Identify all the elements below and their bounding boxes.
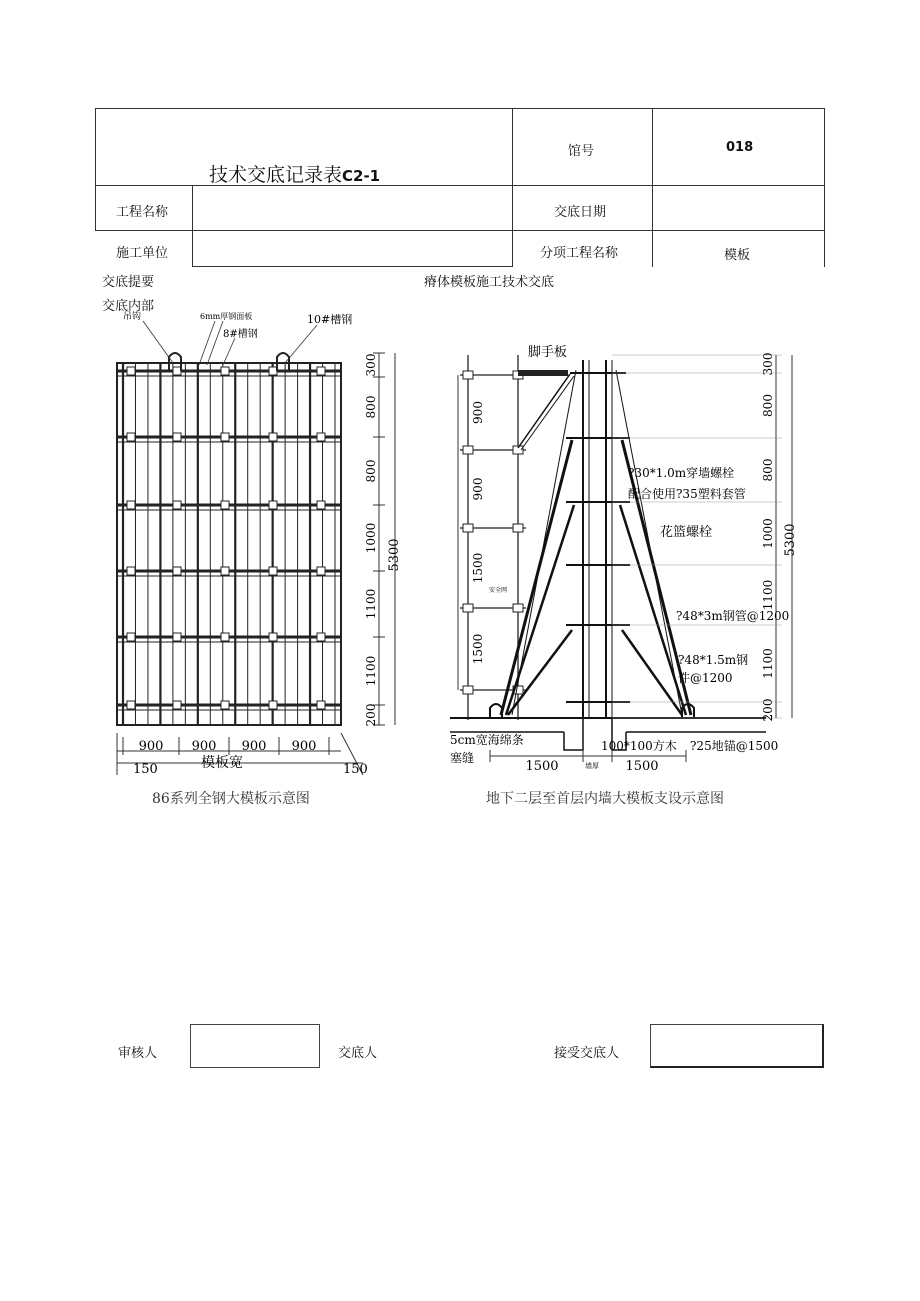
dim-edge-right: 150 [343,762,368,777]
subproject-label: 分项工程名称 [540,246,619,261]
date-label: 交底日期 [554,205,607,220]
dim-total-left: 5300 [387,538,402,572]
wall-forms [566,360,630,718]
summary-label: 交底提要 [102,275,155,290]
formwork-joint [173,701,181,709]
number-label: 馆号 [568,144,595,159]
formwork-joint [317,433,325,441]
formwork-frame [117,353,341,725]
dim-label-right: 200 [761,698,775,722]
annot-anchor: ?25地锚@1500 [690,739,779,753]
formwork-joint [221,701,229,709]
dim-label-right: 1000 [761,518,775,549]
figure-wall-formwork-setup [446,340,826,780]
document-title [209,160,380,187]
dim-label-right: 1100 [761,648,775,679]
annot-plate: 6mm厚钢面板 [200,312,253,321]
formwork-joint [173,433,181,441]
annot-pipe-3m: ?48*3m钢管@1200 [676,609,790,623]
dim-label-left: 900 [471,477,485,501]
dim-label-right: 1100 [761,579,775,611]
dim-label-left: 900 [471,401,485,424]
annot-tie-bolt: ?30*1.0m穿墙螺栓 [628,466,735,480]
annot-pipe-15-b: 件@1200 [678,671,733,685]
formwork-joint [127,633,135,641]
formwork-joint [317,701,325,709]
receiver-signature-box[interactable] [650,1024,824,1068]
dim-label-bottom: 1500 [525,759,559,774]
formwork-joint [221,501,229,509]
formwork-joint [269,433,277,441]
reviewer-signature-box[interactable] [190,1024,320,1068]
dim-label-left: 1500 [471,552,485,584]
formwork-joint [269,633,277,641]
formwork-joint [269,567,277,575]
dim-label-bottom: 1500 [625,759,659,774]
formwork-joint [127,433,135,441]
formwork-joint [269,367,277,375]
discloser-label: 交底人 [338,1046,378,1061]
annot-pvc: 配合使用?35塑料套管 [628,487,746,501]
annot-safety-net: 安全网 [489,587,508,594]
formwork-joint [269,701,277,709]
date-value-cell[interactable] [652,185,825,231]
dim-label-right: 1100 [364,655,378,687]
title-code: C2-1 [342,167,381,185]
dim-label-right: 200 [364,703,378,727]
dim-label-bottom: 900 [291,739,317,754]
ground-anchors [490,704,694,718]
annot-pipe-15-a: ?48*1.5m钢 [678,653,749,667]
formwork-joint [127,701,135,709]
formwork-joint [317,501,325,509]
formwork-joint [317,567,325,575]
formwork-joint [269,501,277,509]
dim-edge-left: 150 [133,762,158,777]
unit-label: 施工单位 [116,246,169,261]
formwork-joint [173,367,181,375]
formwork-joint [173,567,181,575]
annot-sponge-b: 塞缝 [450,751,475,765]
scaffold [460,355,526,720]
annot-wall: 墙厚 [585,762,599,770]
figure-steel-formwork [95,305,415,780]
receiver-label: 接受交底人 [554,1046,620,1061]
dim-label-left: 1500 [471,633,485,665]
dim-label-right: 300 [364,353,378,377]
formwork-joint [221,367,229,375]
summary-value: 瘠体模板施工技术交底 [424,275,555,290]
dim-label-right: 800 [364,459,378,483]
unit-value-cell[interactable] [192,230,513,267]
formwork-joint [317,633,325,641]
formwork-joint [221,433,229,441]
formwork-joint [221,633,229,641]
content-label: 交底内部 [102,299,155,314]
annot-sponge-a: 5cm宽海绵条 [450,733,524,747]
project-name-label: 工程名称 [116,205,169,220]
caption-left: 86系列全钢大模板示意图 [152,791,310,807]
formwork-joint [173,633,181,641]
formwork-joint [127,501,135,509]
dim-label-right: 800 [761,394,775,417]
formwork-joint [317,367,325,375]
annot-scaffold-board: 脚手板 [528,345,568,360]
project-name-value-cell[interactable] [192,185,513,231]
dim-total-right: 5300 [783,523,798,557]
width-label: 模板宽 [201,755,243,771]
scaffold-board [518,370,568,376]
formwork-joint [127,567,135,575]
annot-turnbuckle: 花篮螺栓 [660,525,713,540]
dim-label-right: 1000 [364,522,378,554]
annot-timber: 100*100方木 [601,739,677,753]
dim-label-bottom: 900 [191,739,217,754]
dim-label-right: 1100 [364,588,378,620]
dim-label-bottom: 900 [241,739,267,754]
number-value: 018 [726,140,754,155]
dim-label-right: 300 [761,352,775,376]
annot-channel-8: 8#槽钢 [223,329,258,340]
reviewer-label: 审核人 [118,1046,158,1061]
dim-label-right: 800 [761,458,775,482]
dim-label-right: 800 [364,395,378,419]
subproject-value: 模板 [724,248,751,263]
formwork-joint [221,567,229,575]
formwork-joint [127,367,135,375]
annot-channel-10: 10#槽钢 [307,313,353,326]
dim-label-bottom: 900 [138,739,164,754]
annot-hook: 吊钩 [123,312,142,322]
title-text: 技术交底记录表 [209,164,343,186]
formwork-outline [117,363,341,725]
braces [501,370,691,715]
formwork-joint [173,501,181,509]
caption-right: 地下二层至首层内墙大模板支设示意图 [486,791,724,807]
